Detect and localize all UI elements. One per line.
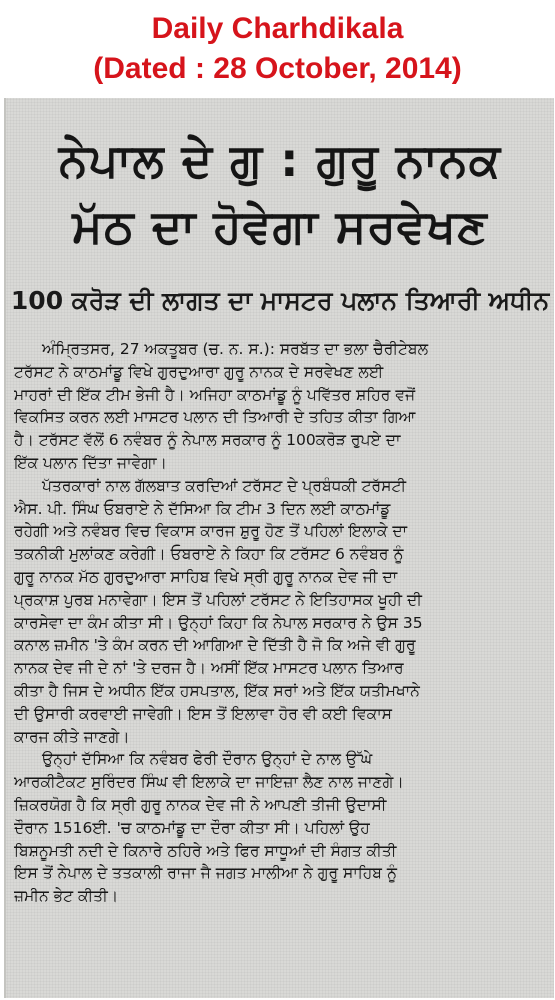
paragraph-2 bbox=[14, 475, 546, 749]
article-line: ਕਾਰਜ ਕੀਤੇ ਜਾਣਗੇ। bbox=[14, 727, 130, 746]
article-body bbox=[14, 338, 546, 908]
article-line: ਟਰੱਸਟ ਨੇ ਕਾਠਮਾਂਡੂ ਵਿਖੇ ਗੁਰਦੁਆਰਾ ਗੁਰੂ ਨਾਨਕ ਦੇ ਸਰਵੇਖਣ ਲਈ bbox=[14, 362, 384, 381]
article-line: ਵਿਕਸਿਤ ਕਰਨ ਲਈ ਮਾਸਟਰ ਪਲਾਨ ਦੀ ਤਿਆਰੀ ਦੇ ਤਹਿਤ ਕੀਤਾ ਗਿਆ bbox=[14, 408, 416, 427]
publication-name: Daily Charhdikala bbox=[151, 12, 404, 45]
article-line: ਕੀਤਾ ਹੈ ਜਿਸ ਦੇ ਅਧੀਨ ਇੱਕ ਹਸਪਤਾਲ, ਇੱਕ ਸਰਾਂ ਅਤੇ ਇੱਕ ਯਤੀਮਖਾਨੇ bbox=[14, 681, 420, 700]
article-line: ਆਰਕੀਟੈਕਟ ਸੁਰਿੰਦਰ ਸਿੰਘ ਵੀ ਇਲਾਕੇ ਦਾ ਜਾਇਜ਼ਾ ਲੈਣ ਨਾਲ ਜਾਣਗੇ। bbox=[14, 773, 404, 792]
article-line: ਦੀ ਉਸਾਰੀ ਕਰਵਾਈ ਜਾਵੇਗੀ। ਇਸ ਤੋਂ ਇਲਾਵਾ ਹੋਰ ਵੀ ਕਈ ਵਿਕਾਸ bbox=[14, 704, 392, 723]
article-line: ਕਨਾਲ ਜ਼ਮੀਨ 'ਤੇ ਕੰਮ ਕਰਨ ਦੀ ਆਗਿਆ ਦੇ ਦਿੱਤੀ ਹੈ ਜੋ ਕਿ ਅਜੇ ਵੀ ਗੁਰੂ bbox=[14, 636, 416, 655]
subheadline: 100 ਕਰੋੜ ਦੀ ਲਾਗਤ ਦਾ ਮਾਸਟਰ ਪਲਾਨ ਤਿਆਰੀ ਅਧੀਨ bbox=[10, 286, 550, 315]
article-line: ਪੱਤਰਕਾਰਾਂ ਨਾਲ ਗੱਲਬਾਤ ਕਰਦਿਆਂ ਟਰੱਸਟ ਦੇ ਪ੍ਰਬੰਧਕੀ ਟਰੱਸਟੀ bbox=[42, 476, 407, 495]
paragraph-3 bbox=[14, 748, 546, 908]
article-line: ਮਾਹਰਾਂ ਦੀ ਇੱਕ ਟੀਮ ਭੇਜੀ ਹੈ। ਅਜਿਹਾ ਕਾਠਮਾਂਡੂ ਨੂੰ ਪਵਿੱਤਰ ਸ਼ਹਿਰ ਵਜੋਂ bbox=[14, 385, 416, 404]
article-line: ਬਿਸ਼ਨੂਮਤੀ ਨਦੀ ਦੇ ਕਿਨਾਰੇ ਠਹਿਰੇ ਅਤੇ ਫਿਰ ਸਾਧੂਆਂ ਦੀ ਸੰਗਤ ਕੀਤੀ bbox=[14, 841, 397, 860]
paragraph-1 bbox=[14, 338, 546, 475]
headline-line-2: ਮੱਠ ਦਾ ਹੋਵੇਗਾ ਸਰਵੇਖਣ bbox=[72, 199, 488, 253]
article-line: ਤਕਨੀਕੀ ਮੁਲਾਂਕਣ ਕਰੇਗੀ। ਓਬਰਾਏ ਨੇ ਕਿਹਾ ਕਿ ਟਰੱਸਟ 6 ਨਵੰਬਰ ਨੂੰ bbox=[14, 545, 404, 564]
newspaper-clipping bbox=[4, 98, 554, 998]
article-line: ਐਸ. ਪੀ. ਸਿੰਘ ਓਬਰਾਏ ਨੇ ਦੱਸਿਆ ਕਿ ਟੀਮ 3 ਦਿਨ ਲਈ ਕਾਠਮਾਂਡੂ bbox=[14, 499, 391, 518]
article-line: ਰਹੇਗੀ ਅਤੇ ਨਵੰਬਰ ਵਿਚ ਵਿਕਾਸ ਕਾਰਜ ਸ਼ੁਰੂ ਹੋਣ ਤੋਂ ਪਹਿਲਾਂ ਇਲਾਕੇ ਦਾ bbox=[14, 522, 408, 541]
article-line: ਹੈ। ਟਰੱਸਟ ਵੱਲੋਂ 6 ਨਵੰਬਰ ਨੂੰ ਨੇਪਾਲ ਸਰਕਾਰ ਨੂੰ 100ਕਰੋੜ ਰੁਪਏ ਦਾ bbox=[14, 431, 401, 450]
page-header bbox=[0, 0, 555, 93]
article-line: ਪ੍ਰਕਾਸ਼ ਪੁਰਬ ਮਨਾਵੇਗਾ। ਇਸ ਤੋਂ ਪਹਿਲਾਂ ਟਰੱਸਟ ਨੇ ਇਤਿਹਾਸਕ ਖੂਹੀ ਦੀ bbox=[14, 590, 422, 609]
article-line: ਗੁਰੂ ਨਾਨਕ ਮੱਠ ਗੁਰਦੁਆਰਾ ਸਾਹਿਬ ਵਿਖੇ ਸ੍ਰੀ ਗੁਰੂ ਨਾਨਕ ਦੇਵ ਜੀ ਦਾ bbox=[14, 567, 398, 586]
article-line: ਦੌਰਾਨ 1516ਈ. 'ਚ ਕਾਠਮਾਂਡੂ ਦਾ ਦੌਰਾ ਕੀਤਾ ਸੀ। ਪਹਿਲਾਂ ਉਹ bbox=[14, 818, 370, 837]
article-line: ਜ਼ਮੀਨ ਭੇਟ ਕੀਤੀ। bbox=[14, 887, 119, 906]
article-line: ਜ਼ਿਕਰਯੋਗ ਹੈ ਕਿ ਸ੍ਰੀ ਗੁਰੂ ਨਾਨਕ ਦੇਵ ਜੀ ਨੇ ਆਪਣੀ ਤੀਜੀ ਉਦਾਸੀ bbox=[14, 795, 387, 814]
article-line: ਇੱਕ ਪਲਾਨ ਦਿੱਤਾ ਜਾਵੇਗਾ। bbox=[14, 453, 167, 472]
headline-line-1: ਨੇਪਾਲ ਦੇ ਗੁ : ਗੁਰੂ ਨਾਨਕ bbox=[58, 133, 502, 187]
publication-date: (Dated : 28 October, 2014) bbox=[93, 52, 462, 85]
article-line: ਅੰਮ੍ਰਿਤਸਰ, 27 ਅਕਤੂਬਰ (ਚ. ਨ. ਸ.): ਸਰਬੱਤ ਦਾ ਭਲਾ ਚੈਰੀਟੇਬਲ bbox=[42, 340, 429, 358]
article-line: ਕਾਰਸੇਵਾ ਦਾ ਕੰਮ ਕੀਤਾ ਸੀ। ਉਨ੍ਹਾਂ ਕਿਹਾ ਕਿ ਨੇਪਾਲ ਸਰਕਾਰ ਨੇ ਉਸ 35 bbox=[14, 613, 423, 632]
article-line: ਨਾਨਕ ਦੇਵ ਜੀ ਦੇ ਨਾਂ 'ਤੇ ਦਰਜ ਹੈ। ਅਸੀਂ ਇੱਕ ਮਾਸਟਰ ਪਲਾਨ ਤਿਆਰ bbox=[14, 659, 404, 678]
article-line: ਉਨ੍ਹਾਂ ਦੱਸਿਆ ਕਿ ਨਵੰਬਰ ਫੇਰੀ ਦੌਰਾਨ ਉਨ੍ਹਾਂ ਦੇ ਨਾਲ ਉੱਘੇ bbox=[42, 750, 373, 769]
article-line: ਇਸ ਤੋਂ ਨੇਪਾਲ ਦੇ ਤਤਕਾਲੀ ਰਾਜਾ ਜੈ ਜਗਤ ਮਾਲੀਆ ਨੇ ਗੁਰੂ ਸਾਹਿਬ ਨੂੰ bbox=[14, 864, 397, 883]
